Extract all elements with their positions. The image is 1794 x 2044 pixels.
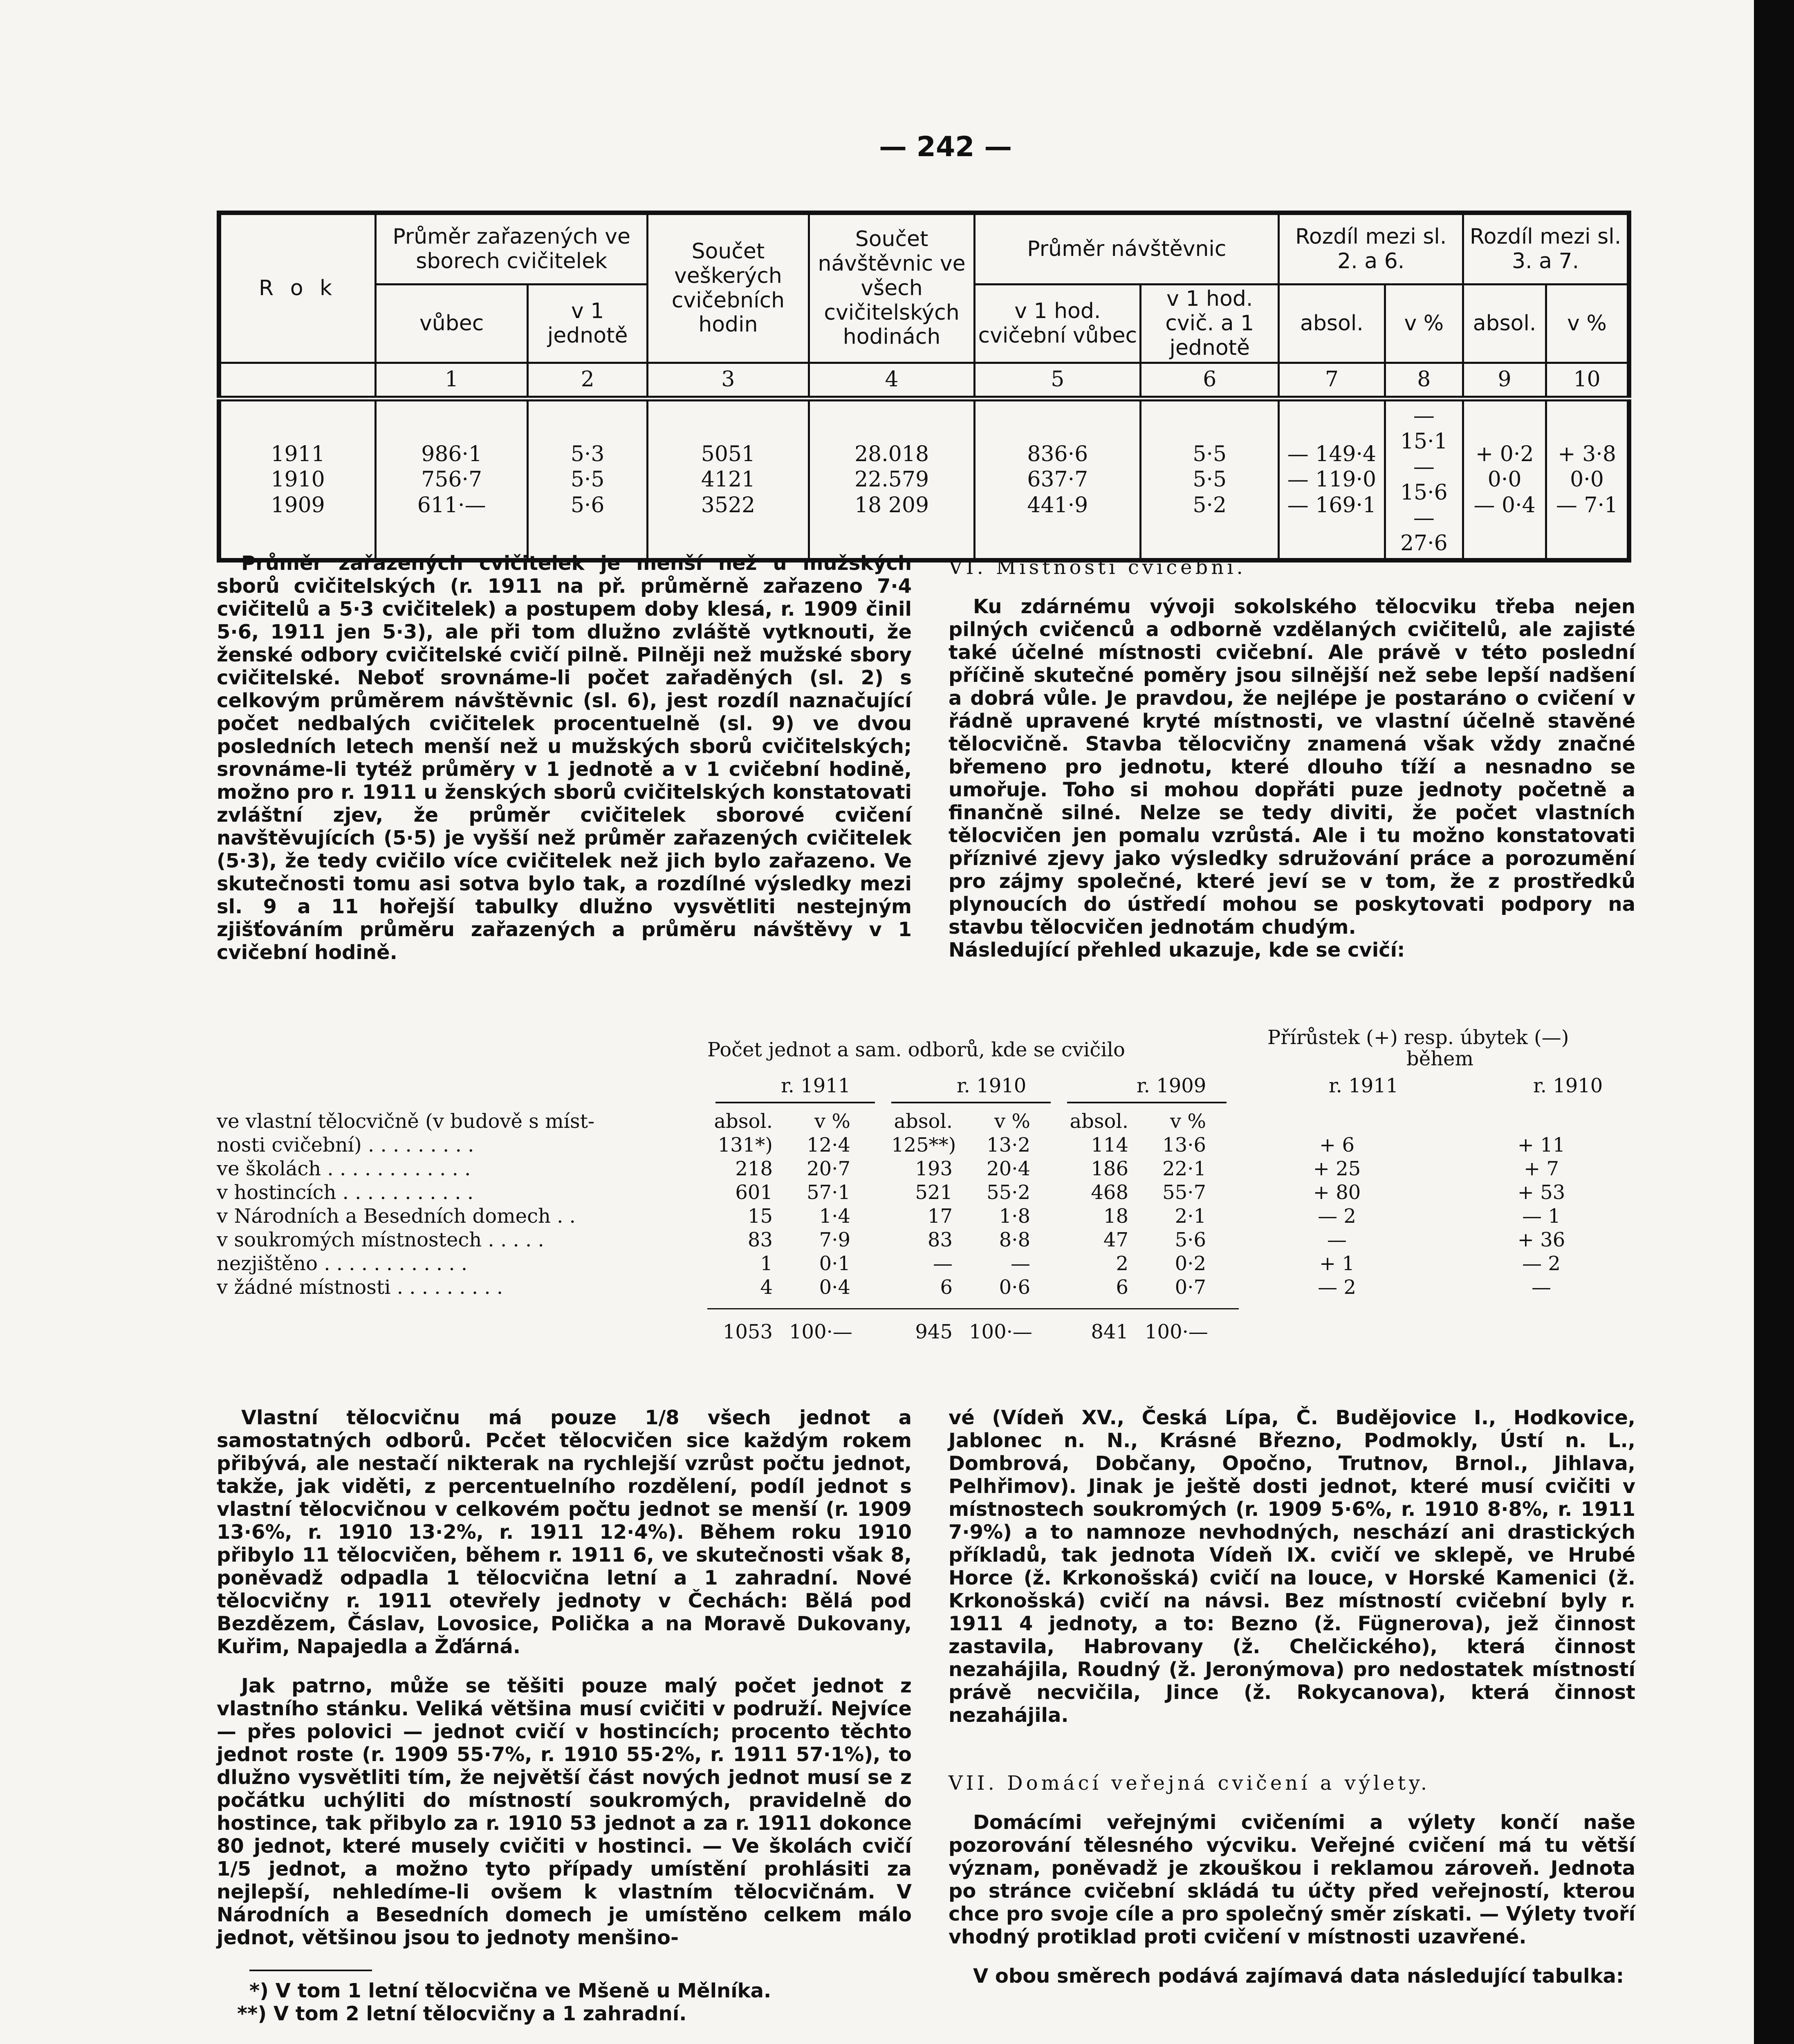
cell-p09: 22·1 — [1162, 1157, 1206, 1180]
data-value: 5051 — [701, 442, 756, 466]
paragraph: Následující přehled ukazuje, kde se cvičí: — [949, 939, 1405, 961]
row-label: nezjištěno . . . . . . . . . . . . — [217, 1252, 468, 1275]
total-rule — [707, 1308, 1239, 1309]
data-value: — 15·6 — [1400, 455, 1448, 505]
header-prirustek: Přírůstek (+) resp. úbytek (—) — [1267, 1026, 1569, 1049]
text-left-2 — [217, 1406, 912, 2025]
data-cell — [219, 399, 376, 560]
footnote-2: **) V tom 2 letní tělocvičny a 1 zahradní. — [237, 2002, 687, 2025]
paragraph: Domácími veřejnými cvičeními a výlety končí naše pozorování tělesného výcviku. Veřejné cvičení má tu větší význam, poněvadž je zkouškou i reklamou zároveň. Jednota po stránce cvičební skládá tu účty před veřejností, kterou chce pro svoje cíle a pro společný směr získati. — Výlety tvoří vhodný protiklad proti cvičení v místnosti uzavřené. — [949, 1811, 1635, 1948]
section-heading-vi: VI. Místnosti cvičební. — [949, 556, 1246, 579]
cell-p09: 55·7 — [1162, 1181, 1206, 1204]
cell-p09: 13·6 — [1162, 1134, 1206, 1156]
cell-p09: v % — [1170, 1110, 1206, 1133]
cell-a11: 4 — [760, 1276, 773, 1299]
cell-a09: 468 — [1091, 1181, 1128, 1204]
cell-d10: — 1 — [1522, 1205, 1561, 1228]
cell-d11: — — [1327, 1228, 1347, 1251]
row-label: v žádné místnosti . . . . . . . . . — [217, 1276, 503, 1299]
row-label: v soukromých místnostech . . . . . — [217, 1228, 544, 1251]
data-value: 28.018 — [854, 442, 929, 466]
data-value: 836·6 — [1027, 442, 1088, 466]
cell-p09: 0·7 — [1175, 1276, 1206, 1299]
paragraph: Průměr zařazených cvičitelek je menší než u mužských sborů cvičitelských (r. 1911 na př. průměrně zařazeno 7·4 cvičitelů a 5·3 cvičitelek) a postupem doby klesá, r. 1909 činil 5·6, 1911 jen 5·3), ale při tom dlužno zvláště vytknouti, že ženské odbory cvičitelské cvičí pilně. Pilněji než mužské sbory cvičitelské. Neboť srovnáme-li počet zařaděných (sl. 2) s celkovým průměrem návštěvnic (sl. 6), jest rozdíl naznačující počet nedbalých cvičitelek procentuelně (sl. 9) ve dvou posledních letech menší než u mužských sborů cvičitelských; srovnáme-li tytéž průměry v 1 jednotě a v 1 cvičební hodině, možno pro r. 1911 u ženských sborů cvičitelských konstatovati zvláštní zjev, že průměr cvičitelek sborové cvičení navštěvujících (5·5) je vyšší než průměr zařazených cvičitelek (5·3), že tedy cvičilo více cvičitelek než jich bylo zařazeno. Ve skutečnosti tomu asi sotva bylo tak, a rozdílné výsledky mezi sl. 9 a 11 hořejší tabulky dlužno vysvětliti nestejným zjišťováním průměru zařazených a průměru návštěvy v 1 cvičební hodině. — [217, 552, 912, 964]
paragraph: Ku zdárnému vývoji sokolského tělocviku třeba nejen pilných cvičenců a odborně vzdělaných cvičitelů, ale zajisté také účelné místnosti cvičební. Ale právě v této poslední příčině skutečné poměry jsou silnější než sebe lepší nadšení a dobrá vůle. Je pravdou, že nejlépe je postaráno o cvičení v řádně upravené kryté místnosti, ve vlastní účelně stavěné tělocvičně. Stavba tělocvičny znamená však vždy značné břemeno pro jednotu, které dlouho tíží a nesnadno se umořuje. Toho si mohou dopřáti puze jednoty početně a finančně silné. Nelze se tedy diviti, že počet vlastních tělocvičen jen pomalu vzrůstá. Ale i tu možno konstatovati příznivé zjevy jako výsledky sdružování práce a porozumění pro zájmy společné, které jeví se v tom, že z prostředků plynoucích do ústředí mohou se poskytovati podpory na stavbu tělocvičen jednotám chudým. — [949, 595, 1635, 939]
footnote-rule — [249, 1970, 372, 1971]
header-absol: absol. — [1463, 285, 1546, 363]
cell-p10: 0·6 — [999, 1276, 1030, 1299]
cell-d10: + 36 — [1517, 1228, 1565, 1251]
cell-a09: 18 — [1103, 1205, 1128, 1228]
col-number: 6 — [1141, 363, 1279, 399]
table-row — [217, 1110, 1648, 1134]
col-number: 10 — [1546, 363, 1629, 399]
data-value: 5·5 — [1193, 442, 1227, 466]
cell-a10: — — [933, 1252, 953, 1275]
scan-edge — [1754, 0, 1794, 2044]
data-value: — 169·1 — [1287, 493, 1377, 518]
table-row — [217, 1181, 1648, 1205]
cell-d11: — 2 — [1318, 1205, 1356, 1228]
cell-a11: 601 — [735, 1181, 773, 1204]
cell-p10: 20·4 — [987, 1157, 1030, 1180]
header-r1910-diff: r. 1910 — [1533, 1074, 1603, 1097]
header-vubec: vůbec — [376, 285, 528, 363]
cell-a10: 83 — [927, 1228, 953, 1251]
table-data — [219, 399, 1629, 560]
cell-a10: 17 — [927, 1205, 953, 1228]
header-vpct: v % — [1385, 285, 1463, 363]
data-value: 0·0 — [1487, 467, 1522, 492]
cell-a09: 114 — [1091, 1134, 1128, 1156]
table-row — [217, 1276, 1648, 1300]
data-value: 637·7 — [1027, 467, 1088, 492]
cell-p10: 1·8 — [999, 1205, 1030, 1228]
data-value: 3522 — [701, 493, 756, 518]
header-pocet: Počet jednot a sam. odborů, kde se cvičilo — [707, 1038, 1125, 1061]
data-value: 611·— — [417, 493, 486, 518]
header-absol: absol. — [1279, 285, 1385, 363]
col-number: 4 — [809, 363, 975, 399]
col-number: 7 — [1279, 363, 1385, 399]
data-cell — [809, 399, 975, 560]
col-number: 8 — [1385, 363, 1463, 399]
cell-p09: 5·6 — [1175, 1228, 1206, 1251]
cell-a11: 15 — [747, 1205, 773, 1228]
cell-p11: 57·1 — [807, 1181, 850, 1204]
paragraph: Jak patrno, může se těšiti pouze malý počet jednot z vlastního stánku. Veliká většina musí cvičiti v podruží. Nejvíce — přes polovici — jednot cvičí v hostincích; procento těchto jednot roste (r. 1909 55·7%, r. 1910 55·2%, r. 1911 57·1%), to dlužno vysvětliti tím, že největší část nových jednot musí se z počátku uchýliti do místností soukromých, pravidelně do hostince, tak přibylo za r. 1910 53 jednot a za r. 1911 dokonce 80 jednot, které musely cvičiti v hostinci. — Ve školách cvičí 1/5 jednot, a možno tyto případy umístění prohlásiti za nejlepší, nehledíme-li ovšem k vlastním tělocvičnám. V Národních a Besedních domech je umístěno celkem málo jednot, většinou jsou to jednoty menšino- — [217, 1674, 912, 1949]
text-right-1 — [949, 556, 1635, 961]
text-right-2 — [949, 1406, 1635, 1988]
col-number: 1 — [376, 363, 528, 399]
cell-p11: 12·4 — [807, 1134, 850, 1156]
data-value: 5·5 — [1193, 467, 1227, 492]
table-row — [217, 1205, 1648, 1228]
row-label: v hostincích . . . . . . . . . . . — [217, 1181, 474, 1204]
cell-a11: 83 — [747, 1228, 773, 1251]
row-label: ve školách . . . . . . . . . . . . — [217, 1157, 471, 1180]
cell-a09: 2 — [1116, 1252, 1128, 1275]
cell-a11: 1 — [760, 1252, 773, 1275]
cell-p11: 0·4 — [819, 1276, 850, 1299]
cell-a09: absol. — [1070, 1110, 1128, 1133]
data-value: 5·2 — [1193, 493, 1227, 518]
data-value: 441·9 — [1027, 493, 1088, 518]
data-value: + 3·8 — [1558, 442, 1616, 466]
data-value: — 119·0 — [1287, 467, 1377, 492]
cell-p11: 20·7 — [807, 1157, 850, 1180]
data-value: — 27·6 — [1400, 505, 1448, 556]
cell-a11: 131*) — [718, 1134, 773, 1156]
col-number: 9 — [1463, 363, 1546, 399]
cell-a11: absol. — [714, 1110, 773, 1133]
cell-a10: 6 — [940, 1276, 953, 1299]
total-p09: 100·— — [1145, 1320, 1208, 1343]
data-value: 1909 — [271, 493, 325, 518]
cell-d11: + 1 — [1319, 1252, 1354, 1275]
cell-a09: 47 — [1103, 1228, 1128, 1251]
totals-row — [217, 1320, 1648, 1344]
data-cell — [1463, 399, 1546, 560]
total-a09: 841 — [1091, 1320, 1128, 1343]
attendance-table — [217, 211, 1631, 563]
col-number: 5 — [975, 363, 1141, 399]
header-prumer-navstevnic: Průměr návštěvnic — [975, 213, 1279, 285]
cell-d10: + 11 — [1517, 1134, 1565, 1156]
header-r1911: r. 1911 — [781, 1074, 851, 1097]
header-rok: R o k — [219, 213, 376, 363]
data-value: — 7·1 — [1556, 493, 1618, 518]
header-behem: během — [1406, 1047, 1473, 1070]
header-soucet-navstevnic: Součet návštěvnic ve všech cvičitelských hodinách — [809, 213, 975, 363]
header-rozdil-2-6: Rozdíl mezi sl. 2. a 6. — [1279, 213, 1463, 285]
data-value: 756·7 — [421, 467, 482, 492]
header-r1909: r. 1909 — [1137, 1074, 1206, 1097]
cell-p10: — — [1011, 1252, 1030, 1275]
row-label: nosti cvičební) . . . . . . . . . — [217, 1134, 474, 1156]
total-a10: 945 — [915, 1320, 953, 1343]
cell-p11: v % — [814, 1110, 850, 1133]
total-p11: 100·— — [789, 1320, 852, 1343]
cell-p09: 2·1 — [1175, 1205, 1206, 1228]
cell-p11: 0·1 — [819, 1252, 850, 1275]
total-p10: 100·— — [969, 1320, 1032, 1343]
table-row — [217, 1157, 1648, 1181]
page-number: — 242 — — [879, 131, 1012, 163]
cell-p11: 7·9 — [819, 1228, 850, 1251]
table-row — [217, 1228, 1648, 1252]
data-cell — [1141, 399, 1279, 560]
cell-a10: 125**) — [891, 1134, 956, 1156]
cell-d11: + 25 — [1313, 1157, 1361, 1180]
paragraph: V obou směrech podává zajímavá data následující tabulka: — [973, 1965, 1624, 1988]
cell-p09: 0·2 — [1175, 1252, 1206, 1275]
cell-d11: — 2 — [1318, 1276, 1356, 1299]
data-value: 1910 — [271, 467, 325, 492]
header-brace — [715, 1102, 875, 1103]
data-cell — [1385, 399, 1463, 560]
total-a11: 1053 — [722, 1320, 773, 1343]
data-value: 4121 — [701, 467, 756, 492]
header-vpct: v % — [1546, 285, 1629, 363]
header-v1-jednote: v 1 jednotě — [528, 285, 648, 363]
cell-p11: 1·4 — [819, 1205, 850, 1228]
data-cell — [376, 399, 528, 560]
paragraph: Vlastní tělocvičnu má pouze 1/8 všech jednot a samostatných odborů. Pcčet tělocvičen sice každým rokem přibývá, ale nestačí nikterak na rychlejší vzrůst počtu jednot, takže, jak viděti, z percentuelního rozdělení, podíl jednot s vlastní tělocvičnou v celkovém počtu jednot se menší (r. 1909 13·6%, r. 1910 13·2%, r. 1911 12·4%). Během roku 1910 přibylo 11 tělocvičen, během r. 1911 6, ve skutečnosti však 8, poněvadž odpadla 1 tělocvična letní a 1 zahradní. Nové tělocvičny r. 1911 otevřely jednoty v Čechách: Bělá pod Bezdězem, Čáslav, Lovosice, Polička a na Moravě Dukovany, Kuřim, Napajedla a Žďárná. — [217, 1406, 912, 1658]
cell-p10: 13·2 — [987, 1134, 1030, 1156]
premises-table — [217, 1022, 1648, 1341]
header-r1910: r. 1910 — [957, 1074, 1027, 1097]
section-heading-vii: VII. Domácí veřejná cvičení a výlety. — [949, 1772, 1430, 1795]
data-value: — 149·4 — [1287, 442, 1377, 466]
data-cell — [1279, 399, 1385, 560]
table-row — [217, 1252, 1648, 1276]
data-value: 986·1 — [421, 442, 482, 466]
data-value: 1911 — [271, 442, 325, 466]
data-cell — [648, 399, 809, 560]
data-value: — 0·4 — [1473, 493, 1536, 518]
cell-p10: v % — [994, 1110, 1030, 1133]
row-label: v Národních a Besedních domech . . — [217, 1205, 576, 1228]
cell-a09: 6 — [1116, 1276, 1128, 1299]
data-cell — [1546, 399, 1629, 560]
cell-a10: 521 — [915, 1181, 953, 1204]
data-value: 5·5 — [570, 467, 605, 492]
paragraph: vé (Vídeň XV., Česká Lípa, Č. Budějovice I., Hodkovice, Jablonec n. N., Krásné Březno, Podmokly, Ústí n. L., Dombrová, Dobčany, Opočno, Trutnov, Brnol., Jihlava, Pelhřimov). Jinak je ještě dosti jednot, které musí cvičiti v místnostech soukromých (r. 1909 5·6%, r. 1910 8·8%, r. 1911 7·9%) a to namnoze nevhodných, neschází ani drastických příkladů, tak jednota Vídeň IX. cvičí ve sklepě, ve Hrubé Horce (ž. Krkonošská) cvičí na louce, v Horské Kamenici (ž. Krkonošská) cvičí na návsi. Bez místností cvičební byly r. 1911 4 jednoty, a to: Bezno (ž. Fügnerova), jež činnost zastavila, Habrovany (ž. Chelčického), která činnost nezahájila, Roudný (ž. Jeronýmova) pro nedostatek místností právě necvičila, Jince (ž. Rokycanova), která činnost nezahájila. — [949, 1406, 1635, 1727]
cell-a10: 193 — [915, 1157, 953, 1180]
header-prumer-zarazenych: Průměr zařazených ve sborech cvičitelek — [376, 213, 648, 285]
text-left-1 — [217, 552, 912, 964]
header-r1911-diff: r. 1911 — [1329, 1074, 1399, 1097]
header-v1hod-jednote: v 1 hod. cvič. a 1 jednotě — [1141, 285, 1279, 363]
data-cell — [975, 399, 1141, 560]
data-value: 0·0 — [1570, 467, 1604, 492]
header-brace — [891, 1102, 1051, 1103]
data-value: — 15·1 — [1400, 403, 1448, 454]
cell-p10: 8·8 — [999, 1228, 1030, 1251]
table-row — [217, 1134, 1648, 1157]
header-v1hod-vubec: v 1 hod. cvičební vůbec — [975, 285, 1141, 363]
data-value: 22.579 — [854, 467, 929, 492]
cell-p10: 55·2 — [987, 1181, 1030, 1204]
footnote-1: *) V tom 1 letní tělocvična ve Mšeně u Mělníka. — [249, 1979, 771, 2002]
cell-d10: + 53 — [1517, 1181, 1565, 1204]
data-value: 5·3 — [570, 442, 605, 466]
row-label: ve vlastní tělocvičně (v budově s míst- — [217, 1110, 595, 1133]
col-number — [219, 363, 376, 399]
col-number: 3 — [648, 363, 809, 399]
col-number: 2 — [528, 363, 648, 399]
cell-d10: — — [1532, 1276, 1551, 1299]
data-value: + 0·2 — [1475, 442, 1534, 466]
data-value: 18 209 — [854, 493, 929, 518]
data-value: 5·6 — [570, 493, 605, 518]
cell-d11: + 80 — [1313, 1181, 1361, 1204]
cell-a09: 186 — [1091, 1157, 1128, 1180]
cell-d10: — 2 — [1522, 1252, 1561, 1275]
cell-a10: absol. — [894, 1110, 953, 1133]
header-rozdil-3-7: Rozdíl mezi sl. 3. a 7. — [1463, 213, 1629, 285]
header-brace — [1067, 1102, 1227, 1103]
cell-d11: + 6 — [1319, 1134, 1354, 1156]
cell-a11: 218 — [735, 1157, 773, 1180]
header-soucet-veskerych: Součet veškerých cvičebních hodin — [648, 213, 809, 363]
data-cell — [528, 399, 648, 560]
cell-d10: + 7 — [1523, 1157, 1559, 1180]
